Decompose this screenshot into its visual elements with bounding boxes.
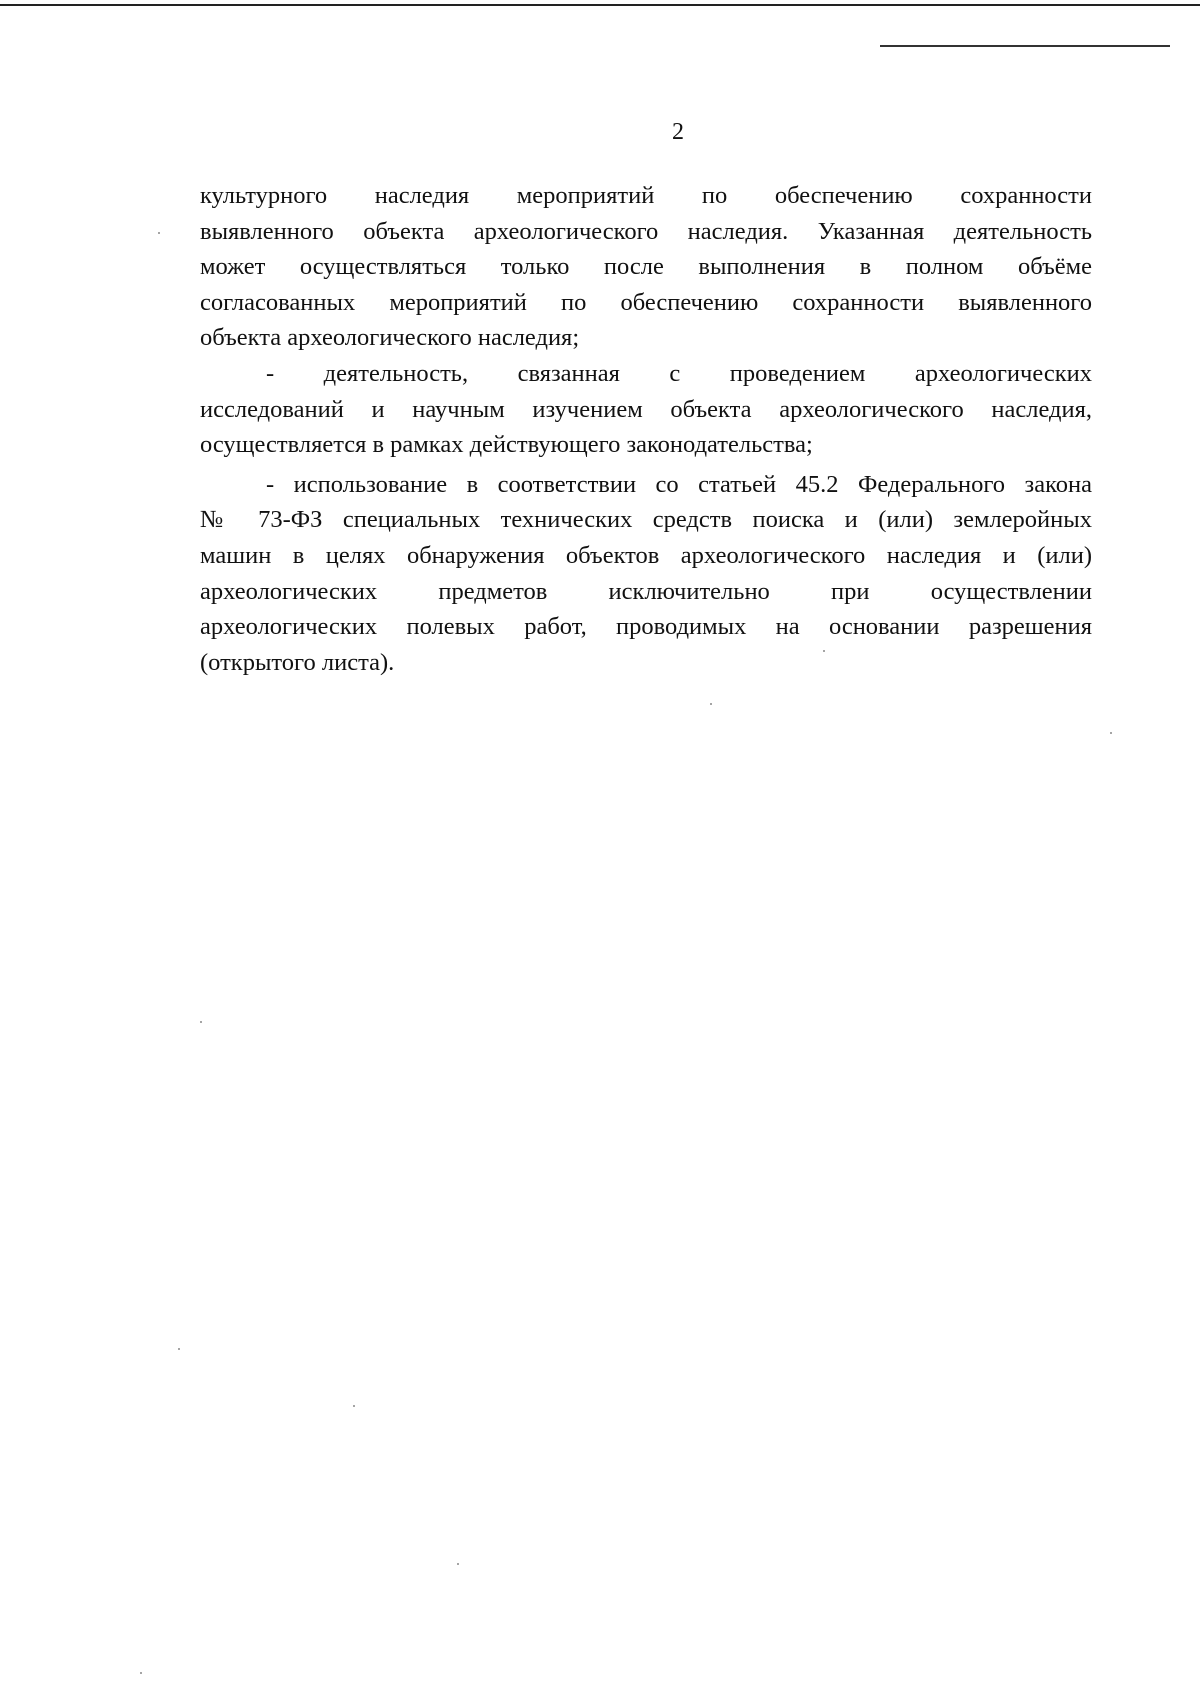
text-line: - использование в соответствии со статьей 45.2 Федерального закона bbox=[266, 470, 1092, 498]
text-line: № 73-ФЗ специальных технических средств поиска и (или) землеройных bbox=[200, 506, 1092, 534]
scan-speck bbox=[158, 232, 160, 234]
text-line: (открытого листа). bbox=[200, 648, 395, 676]
top-edge-rule bbox=[0, 4, 1200, 6]
scan-speck bbox=[353, 1405, 355, 1407]
text-line: - деятельность, связанная с проведением археологических bbox=[266, 359, 1092, 387]
header-rule bbox=[880, 45, 1170, 47]
scan-speck bbox=[200, 1021, 202, 1023]
text-line: согласованных мероприятий по обеспечению сохранности выявленного bbox=[200, 288, 1092, 316]
text-line: может осуществляться только после выполнения в полном объёме bbox=[200, 253, 1092, 281]
scan-speck bbox=[178, 1348, 180, 1350]
scan-speck bbox=[823, 650, 825, 652]
page-number: 2 bbox=[672, 119, 684, 145]
scan-speck bbox=[1110, 732, 1112, 734]
scan-speck bbox=[457, 1563, 459, 1565]
text-line: осуществляется в рамках действующего законодательства; bbox=[200, 431, 813, 459]
text-line: выявленного объекта археологического наследия. Указанная деятельность bbox=[200, 217, 1092, 245]
paragraph-continuation bbox=[200, 178, 1092, 356]
text-line: машин в целях обнаружения объектов археологического наследия и (или) bbox=[200, 541, 1092, 569]
paragraph-research-activity bbox=[200, 356, 1092, 463]
text-line: исследований и научным изучением объекта археологического наследия, bbox=[200, 395, 1092, 423]
text-line: объекта археологического наследия; bbox=[200, 324, 580, 352]
paragraph-technical-means bbox=[200, 467, 1092, 681]
scan-speck bbox=[140, 1672, 142, 1674]
text-line: археологических предметов исключительно при осуществлении bbox=[200, 577, 1092, 605]
text-line: культурного наследия мероприятий по обеспечению сохранности bbox=[200, 182, 1092, 209]
document-body bbox=[200, 178, 1092, 680]
text-line: археологических полевых работ, проводимых на основании разрешения bbox=[200, 613, 1092, 641]
scan-speck bbox=[710, 703, 712, 705]
